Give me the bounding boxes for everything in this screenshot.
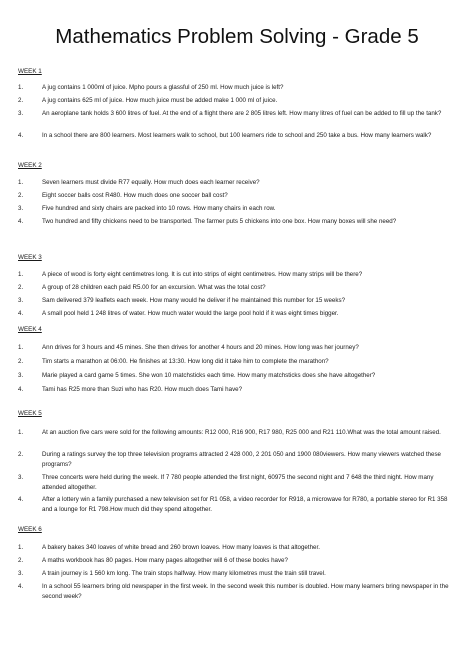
question-item: [18, 178, 458, 188]
question-item: [18, 543, 458, 553]
question-text: A train journey is 1 560 km long. The train stops halfway. How many kilometres must the train still travel.: [42, 570, 326, 577]
question-text: In a school there are 800 learners. Most learners walk to school, but 100 learners ride to school and 250 take a bus. How many learners walk?: [42, 132, 432, 139]
question-text: Seven learners must divide R77 equally. How much does each learner receive?: [42, 179, 260, 186]
question-number: 3.: [18, 372, 24, 379]
question-text: A jug contains 625 ml of juice. How much juice must be added make 1 000 ml of juice.: [42, 97, 278, 104]
question-text: A bakery bakes 340 loaves of white bread and 260 brown loaves. How many loaves is that altogether.: [42, 544, 320, 551]
question-number: 2.: [18, 451, 24, 458]
question-text: Tim starts a marathon at 06:00. He finishes at 13:30. How long did it take him to complete the marathon?: [42, 358, 329, 365]
question-number: 1.: [18, 429, 24, 436]
page-title: Mathematics Problem Solving - Grade 5: [55, 25, 419, 48]
question-number: 1.: [18, 344, 24, 351]
question-item: [18, 371, 458, 381]
question-text: A maths workbook has 80 pages. How many pages altogether will 6 of these books have?: [42, 557, 288, 564]
question-number: 2.: [18, 557, 24, 564]
question-item: [18, 428, 458, 438]
question-text: A group of 28 children each paid R5.00 for an excursion. What was the total cost?: [42, 284, 266, 291]
question-number: 2.: [18, 192, 24, 199]
question-item: [18, 582, 458, 602]
week-heading: WEEK 3: [18, 254, 42, 261]
question-number: 4.: [18, 386, 24, 393]
question-number: 1.: [18, 84, 24, 91]
question-number: 4.: [18, 132, 24, 139]
question-item: [18, 385, 458, 395]
question-text: During a ratings survey the top three television programs attracted 2 428 000, 2 201 050 and 1900 080viewers. How many viewers watched these programs?: [42, 451, 441, 469]
question-item: [18, 217, 458, 227]
question-number: 1.: [18, 544, 24, 551]
question-item: [18, 569, 458, 579]
question-item: [18, 283, 458, 293]
question-text: A jug contains 1 000ml of juice. Mpho pours a glassful of 250 ml. How much juice is left?: [42, 84, 284, 91]
question-text: Marie played a card game 5 times. She won 10 matchsticks each time. How many matchsticks does she have altogether?: [42, 372, 376, 379]
question-item: [18, 191, 458, 201]
question-number: 2.: [18, 358, 24, 365]
question-item: [18, 204, 458, 214]
question-text: An aeroplane tank holds 3 600 litres of fuel. At the end of a flight there are 2 805 litres left. How many litres of fuel can be added to fill up the tank?: [42, 110, 442, 117]
question-number: 4.: [18, 583, 24, 590]
week-heading: WEEK 5: [18, 410, 42, 417]
question-number: 3.: [18, 570, 24, 577]
question-text: A piece of wood is forty eight centimetres long. It is cut into strips of eight centimetres. How many strips will be there?: [42, 271, 363, 278]
question-number: 4.: [18, 496, 24, 503]
question-number: 1.: [18, 271, 24, 278]
week-heading: WEEK 2: [18, 162, 42, 169]
question-item: [18, 83, 458, 93]
question-text: Two hundred and fifty chickens need to be transported. The farmer puts 5 chickens into one box. How many boxes will she need?: [42, 218, 397, 225]
question-text: Tami has R25 more than Suzi who has R20. How much does Tami have?: [42, 386, 243, 393]
week-heading: WEEK 6: [18, 526, 42, 533]
question-text: Eight soccer balls cost R480. How much does one soccer ball cost?: [42, 192, 228, 199]
question-item: [18, 296, 458, 306]
question-text: Sam delivered 379 leaflets each week. How many would he deliver if he maintained this number for 15 weeks?: [42, 297, 346, 304]
question-item: [18, 270, 458, 280]
question-item: [18, 357, 458, 367]
question-text: Five hundred and sixty chairs are packed into 10 rows. How many chairs in each row.: [42, 205, 276, 212]
question-item: [18, 495, 458, 515]
question-text: In a school 55 learners bring old newspaper in the first week. In the second week this number is doubled. How many learners bring newspaper in the second week?: [42, 583, 449, 601]
question-item: [18, 556, 458, 566]
question-text: At an auction five cars were sold for the following amounts: R12 000, R16 900, R17 980, R25 000 and R21 110.What was the total amount raised.: [42, 429, 441, 436]
question-text: A small pool held 1 248 litres of water. How much water would the large pool hold if it was eight times bigger.: [42, 310, 339, 317]
question-number: 1.: [18, 179, 24, 186]
question-item: [18, 343, 458, 353]
question-item: [18, 131, 458, 141]
question-number: 3.: [18, 297, 24, 304]
question-number: 4.: [18, 310, 24, 317]
question-item: [18, 309, 458, 319]
question-text: Ann drives for 3 hours and 45 mines. She then drives for another 4 hours and 20 mines. How long was her journey?: [42, 344, 359, 351]
question-number: 2.: [18, 284, 24, 291]
question-text: Three concerts were held during the week. If 7 780 people attended the first night, 60975 the second night and 7 648 the third night. How many attended altogether.: [42, 474, 434, 492]
question-number: 4.: [18, 218, 24, 225]
question-number: 3.: [18, 205, 24, 212]
question-item: [18, 109, 458, 119]
week-heading: WEEK 4: [18, 326, 42, 333]
question-item: [18, 473, 458, 493]
question-item: [18, 450, 458, 470]
question-item: [18, 96, 458, 106]
question-number: 3.: [18, 474, 24, 481]
question-number: 3.: [18, 110, 24, 117]
week-heading: WEEK 1: [18, 68, 42, 75]
question-number: 2.: [18, 97, 24, 104]
question-text: After a lottery win a family purchased a new television set for R1 058, a video recorder for R918, a microwave for R780, a portable stereo for R1 358 and a lounge for R1 798.How much did they spend altogether.: [42, 496, 448, 514]
